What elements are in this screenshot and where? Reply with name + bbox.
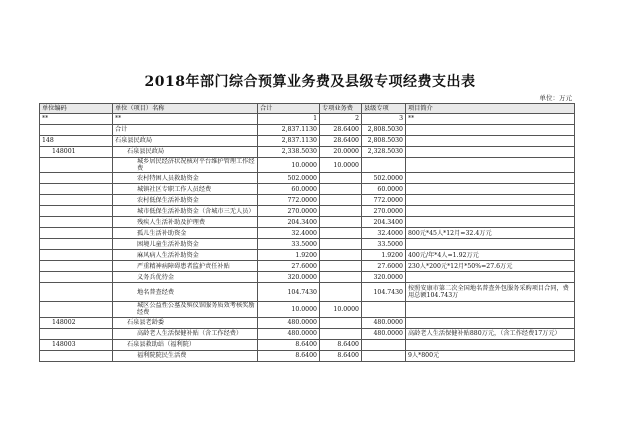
cell-name: 地名普查经费: [113, 283, 258, 302]
cell-total: 480.0000: [258, 317, 320, 328]
cell-total: 27.6000: [258, 261, 320, 272]
budget-table: [39, 103, 575, 362]
cell-total: 480.0000: [258, 328, 320, 339]
table-row: [40, 283, 575, 302]
cell-county-special: [362, 350, 406, 361]
cell-code: [40, 125, 113, 136]
cell-special-business: [320, 173, 362, 184]
cell-total: 10.0000: [258, 158, 320, 173]
cell-special-business: [320, 283, 362, 302]
column-header: 合计: [258, 104, 320, 114]
cell-name: 麻风病人生活补助资金: [113, 250, 258, 261]
cell-county-special: 2,808.5030: [362, 125, 406, 136]
cell-total: 33.5000: [258, 239, 320, 250]
cell-special-business: [320, 272, 362, 283]
cell-code: [40, 283, 113, 302]
table-row: [40, 125, 575, 136]
cell-special-business: [320, 261, 362, 272]
table-row: [40, 158, 575, 173]
cell-code: [40, 328, 113, 339]
cell-name: 城乡居民经济状况核对平台维护管理工作经费: [113, 158, 258, 173]
cell-county-special: 60.0000: [362, 184, 406, 195]
cell-name: 福利院院民生活费: [113, 350, 258, 361]
column-index: **: [113, 114, 258, 125]
cell-code: 148: [40, 136, 113, 147]
cell-special-business: [320, 239, 362, 250]
cell-county-special: 204.3400: [362, 217, 406, 228]
cell-total: 772.0000: [258, 195, 320, 206]
cell-county-special: 270.0000: [362, 206, 406, 217]
column-header: 专项业务费: [320, 104, 362, 114]
cell-intro: [406, 302, 575, 317]
cell-code: [40, 272, 113, 283]
cell-intro: 9人*800元: [406, 350, 575, 361]
table-row: [40, 328, 575, 339]
table-row: [40, 272, 575, 283]
cell-total: 1.9200: [258, 250, 320, 261]
cell-intro: [406, 136, 575, 147]
table-row: [40, 250, 575, 261]
cell-code: [40, 173, 113, 184]
cell-intro: [406, 317, 575, 328]
cell-name: 高龄老人生活保健补贴（含工作经费）: [113, 328, 258, 339]
column-header: 单位编码: [40, 104, 113, 114]
cell-county-special: 27.6000: [362, 261, 406, 272]
cell-code: [40, 217, 113, 228]
cell-special-business: [320, 184, 362, 195]
table-row: [40, 206, 575, 217]
cell-special-business: [320, 328, 362, 339]
cell-county-special: 2,808.5030: [362, 136, 406, 147]
cell-county-special: [362, 158, 406, 173]
cell-code: 148003: [40, 339, 113, 350]
column-header: 单位（项目）名称: [113, 104, 258, 114]
cell-county-special: 32.4000: [362, 228, 406, 239]
cell-name: 城区公益性公墓及殡仪馆服务质效考核奖励经费: [113, 302, 258, 317]
cell-code: 148001: [40, 147, 113, 158]
cell-total: 2,837.1130: [258, 125, 320, 136]
table-row: [40, 302, 575, 317]
page-title: 2018年部门综合预算业务费及县级专项经费支出表: [144, 74, 476, 90]
cell-special-business: 28.6400: [320, 125, 362, 136]
cell-code: [40, 350, 113, 361]
table-row: [40, 184, 575, 195]
cell-county-special: 1.9200: [362, 250, 406, 261]
table-row: [40, 147, 575, 158]
cell-intro: [406, 147, 575, 158]
cell-county-special: 480.0000: [362, 317, 406, 328]
cell-code: [40, 206, 113, 217]
cell-county-special: 480.0000: [362, 328, 406, 339]
cell-special-business: 10.0000: [320, 158, 362, 173]
cell-special-business: [320, 195, 362, 206]
cell-total: 8.6400: [258, 350, 320, 361]
table-row: [40, 261, 575, 272]
cell-special-business: [320, 206, 362, 217]
table-row: [40, 195, 575, 206]
cell-county-special: [362, 302, 406, 317]
cell-intro: 高龄老人生活保健补贴880万元，（含工作经费17万元）: [406, 328, 575, 339]
cell-special-business: 8.6400: [320, 350, 362, 361]
column-index: 2: [320, 114, 362, 125]
cell-code: [40, 158, 113, 173]
cell-intro: 按照安康市第二次全国地名普查外包服务采购项目合同，费用总额104.743万: [406, 283, 575, 302]
cell-name: 城市低保生活补助资金（含城市三无人员）: [113, 206, 258, 217]
cell-intro: 800元*45人*12月=32.4万元: [406, 228, 575, 239]
cell-code: [40, 261, 113, 272]
cell-name: 农村特困人员救助资金: [113, 173, 258, 184]
column-header: 县级专项: [362, 104, 406, 114]
cell-code: [40, 228, 113, 239]
column-index: 1: [258, 114, 320, 125]
cell-special-business: 10.0000: [320, 302, 362, 317]
cell-total: 270.0000: [258, 206, 320, 217]
cell-total: 320.0000: [258, 272, 320, 283]
cell-special-business: 28.6400: [320, 136, 362, 147]
cell-name: 孤儿生活补助资金: [113, 228, 258, 239]
cell-county-special: 320.0000: [362, 272, 406, 283]
table-row: [40, 136, 575, 147]
cell-intro: [406, 206, 575, 217]
cell-county-special: 33.5000: [362, 239, 406, 250]
cell-intro: [406, 125, 575, 136]
table-row: [40, 228, 575, 239]
table-row: [40, 217, 575, 228]
cell-name: 石泉县民政局: [113, 136, 258, 147]
cell-county-special: [362, 339, 406, 350]
cell-intro: [406, 217, 575, 228]
cell-name: 困境儿童生活补助资金: [113, 239, 258, 250]
cell-total: 2,338.5030: [258, 147, 320, 158]
cell-intro: [406, 272, 575, 283]
cell-intro: 230人*200元*12月*50%=27.6万元: [406, 261, 575, 272]
cell-total: 502.0000: [258, 173, 320, 184]
table-row: [40, 173, 575, 184]
column-index-row: [40, 114, 575, 125]
cell-intro: [406, 173, 575, 184]
cell-name: 城镇社区专职工作人员经费: [113, 184, 258, 195]
column-index: 3: [362, 114, 406, 125]
cell-special-business: [320, 250, 362, 261]
cell-name: 石泉县民政局: [113, 147, 258, 158]
cell-code: [40, 184, 113, 195]
cell-total: 10.0000: [258, 302, 320, 317]
cell-intro: [406, 195, 575, 206]
cell-intro: 400元/年*4人=1.92万元: [406, 250, 575, 261]
cell-name: 义务兵优待金: [113, 272, 258, 283]
cell-total: 204.3400: [258, 217, 320, 228]
table-row: [40, 350, 575, 361]
cell-name: 严重精神病障碍患者监护责任补贴: [113, 261, 258, 272]
header-row: [40, 104, 575, 114]
table-row: [40, 339, 575, 350]
cell-code: [40, 250, 113, 261]
cell-special-business: [320, 317, 362, 328]
cell-special-business: 8.6400: [320, 339, 362, 350]
column-index: **: [406, 114, 575, 125]
cell-total: 8.6400: [258, 339, 320, 350]
cell-total: 32.4000: [258, 228, 320, 239]
cell-code: [40, 195, 113, 206]
cell-name: 石泉县老龄委: [113, 317, 258, 328]
cell-name: 石泉县救助站（福利院）: [113, 339, 258, 350]
cell-intro: [406, 239, 575, 250]
cell-special-business: 20.0000: [320, 147, 362, 158]
cell-county-special: 2,328.5030: [362, 147, 406, 158]
cell-intro: [406, 158, 575, 173]
cell-county-special: 104.7430: [362, 283, 406, 302]
cell-code: [40, 302, 113, 317]
column-header: 项目简介: [406, 104, 575, 114]
cell-total: 60.0000: [258, 184, 320, 195]
cell-intro: [406, 339, 575, 350]
cell-code: [40, 239, 113, 250]
table-row: [40, 317, 575, 328]
table-row: [40, 239, 575, 250]
cell-intro: [406, 184, 575, 195]
column-index: **: [40, 114, 113, 125]
cell-name: 残疾人生活补助及护理费: [113, 217, 258, 228]
cell-county-special: 502.0000: [362, 173, 406, 184]
cell-name: 农村低保生活补助资金: [113, 195, 258, 206]
cell-county-special: 772.0000: [362, 195, 406, 206]
cell-name: 合计: [113, 125, 258, 136]
cell-special-business: [320, 228, 362, 239]
cell-special-business: [320, 217, 362, 228]
cell-total: 104.7430: [258, 283, 320, 302]
cell-code: 148002: [40, 317, 113, 328]
cell-total: 2,837.1130: [258, 136, 320, 147]
unit-label: 单位：万元: [539, 94, 572, 102]
